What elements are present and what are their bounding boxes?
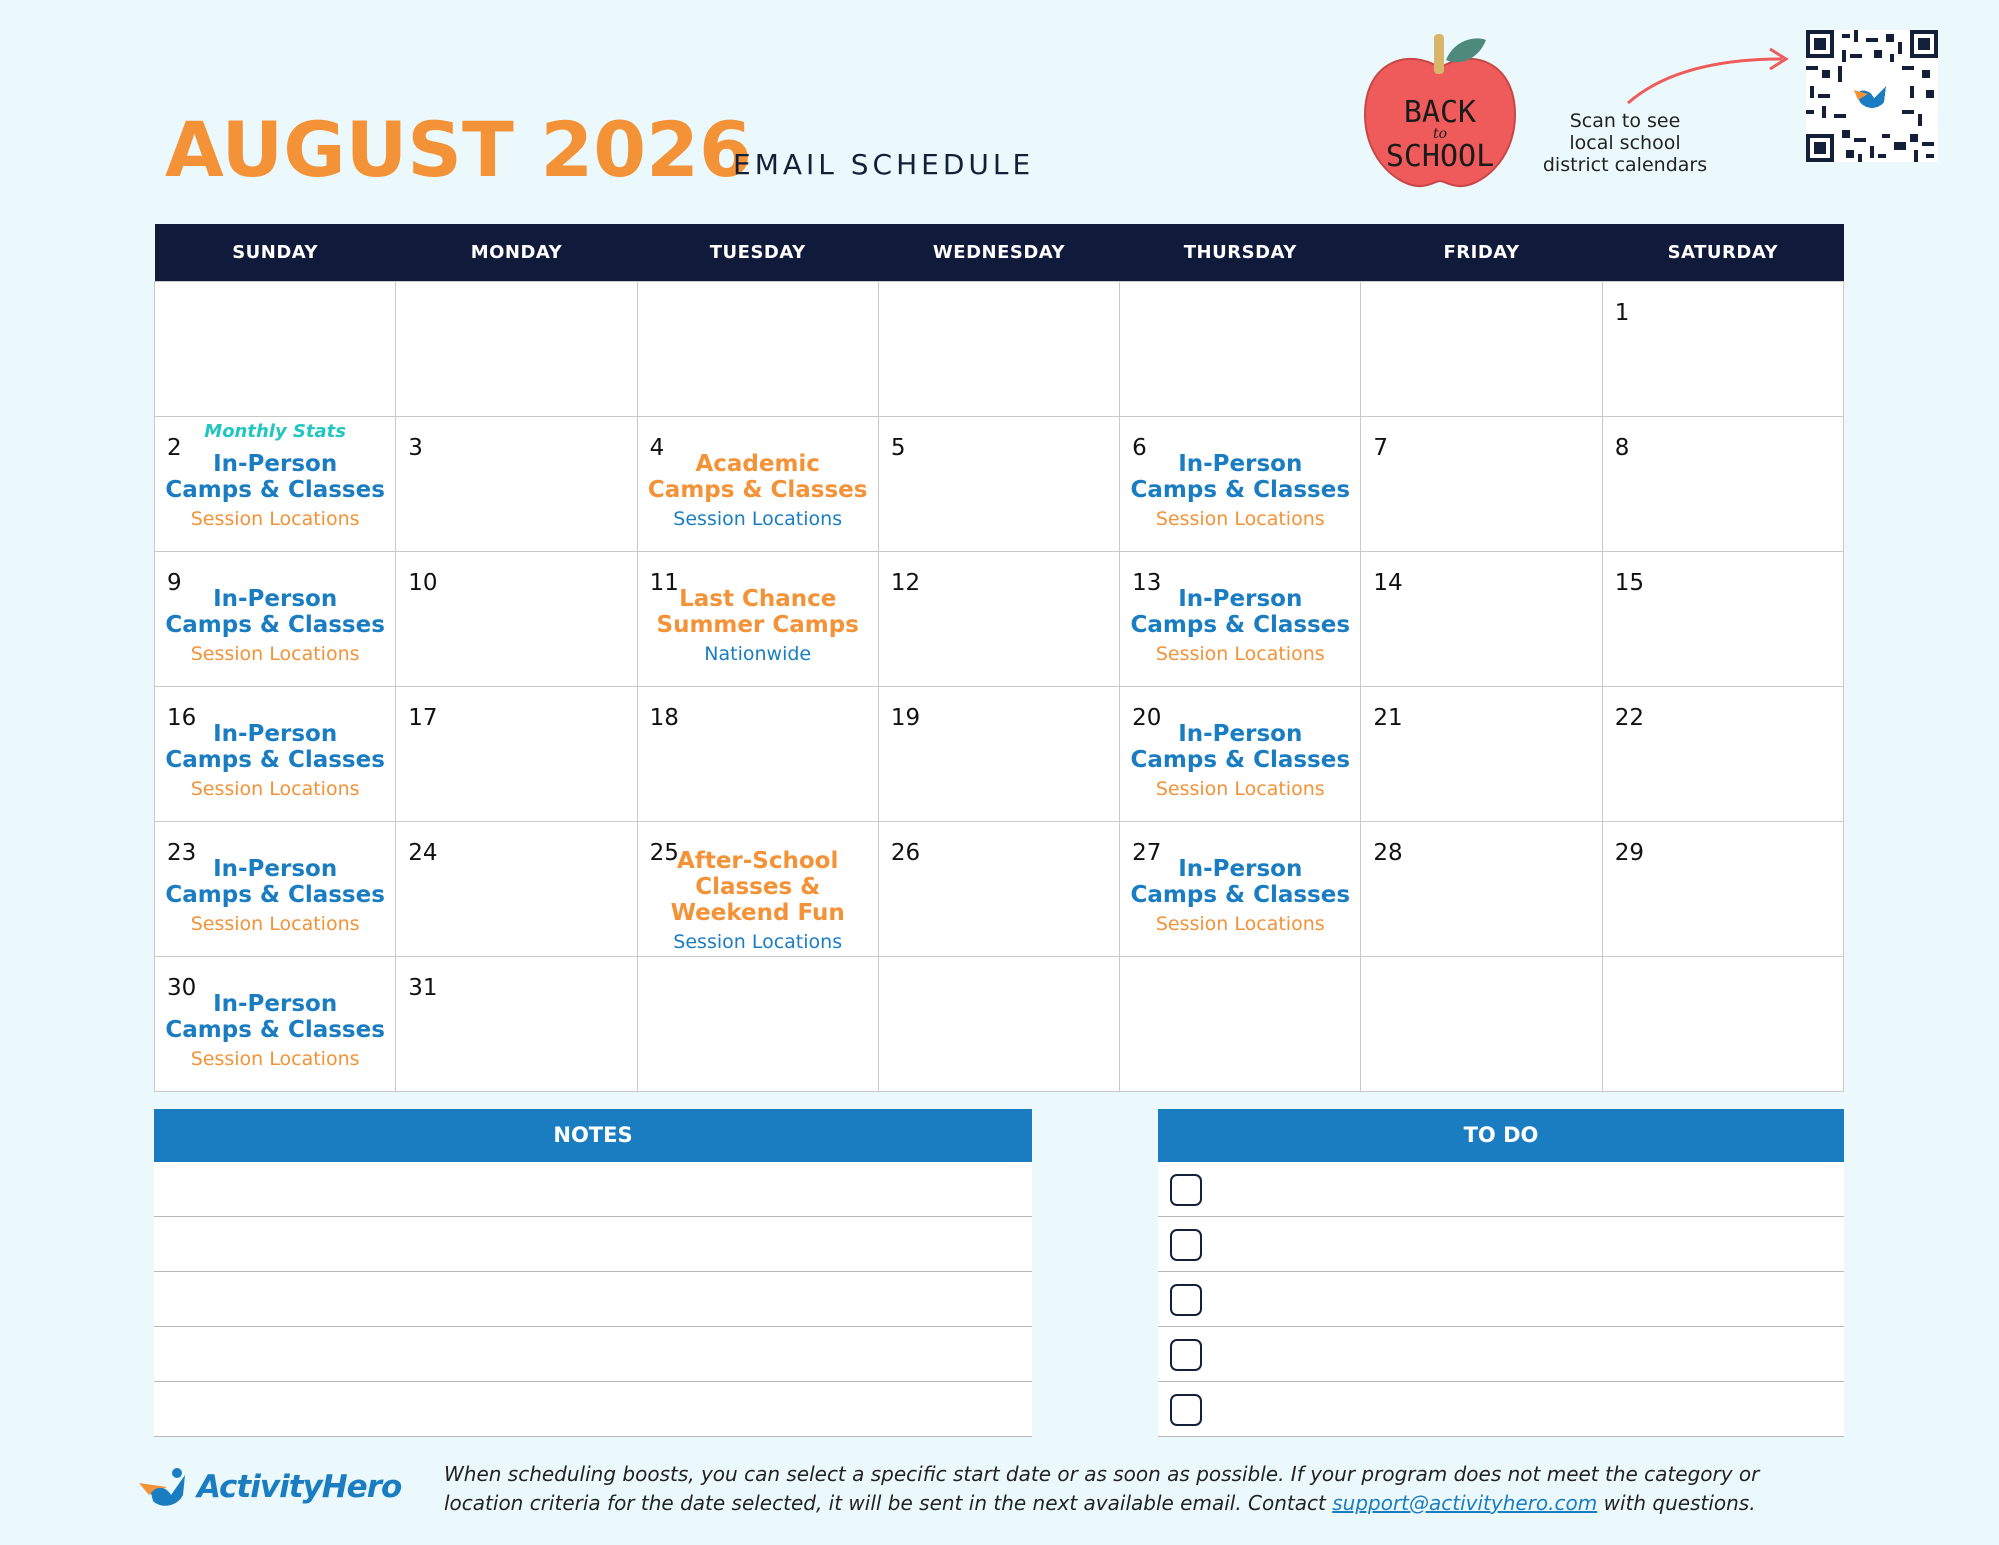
- calendar-day-cell: [1602, 822, 1843, 957]
- day-number: 13: [1132, 570, 1162, 596]
- calendar-day-cell: [396, 552, 637, 687]
- event-subtitle: Session Locations: [673, 931, 843, 953]
- notes-line[interactable]: [154, 1382, 1032, 1437]
- email-event: [155, 586, 395, 665]
- qr-caption-line: Scan to see: [1569, 110, 1681, 132]
- day-number: 26: [890, 840, 921, 866]
- support-email-link[interactable]: support@activityhero.com: [1332, 1491, 1598, 1515]
- calendar-day-cell: [1120, 822, 1361, 957]
- calendar-empty-cell: [637, 282, 878, 417]
- calendar-day-cell: [637, 822, 878, 957]
- day-number: 27: [1132, 840, 1162, 866]
- notes-line[interactable]: [154, 1217, 1032, 1272]
- calendar-day-cell: [1361, 822, 1602, 957]
- calendar-empty-cell: [878, 282, 1119, 417]
- event-title-line: Summer Camps: [656, 612, 859, 638]
- day-number: 31: [408, 975, 438, 1001]
- footer-text: When scheduling boosts, you can select a specific start date or as soon as possible. If your program does not meet the category or location criteria for the date selected, it will be sent in the next available email. Contact: [444, 1462, 1760, 1515]
- calendar-day-cell: [1361, 687, 1602, 822]
- day-number: 25: [649, 840, 679, 866]
- email-event: [155, 856, 395, 935]
- calendar-empty-cell: [1120, 282, 1361, 417]
- page-subtitle: EMAIL SCHEDULE: [733, 148, 1035, 181]
- day-number: 1: [1614, 300, 1630, 326]
- event-title-line: In-Person: [213, 586, 338, 612]
- day-number: 10: [408, 570, 438, 596]
- calendar-empty-cell: [396, 282, 637, 417]
- todo-item: [1158, 1272, 1844, 1327]
- calendar-grid: [154, 224, 1844, 1092]
- email-event: [155, 451, 395, 530]
- event-title: [638, 586, 878, 638]
- todo-item: [1158, 1327, 1844, 1382]
- todo-item: [1158, 1162, 1844, 1217]
- calendar-day-cell: [1361, 552, 1602, 687]
- event-title-line: In-Person: [213, 451, 338, 477]
- event-title: [155, 721, 395, 773]
- email-event: [638, 848, 878, 953]
- monthly-stats-label: Monthly Stats: [204, 421, 346, 442]
- day-number: 20: [1132, 705, 1162, 731]
- back-to-school-apple-icon: [1360, 30, 1520, 195]
- event-title-line: Camps & Classes: [1130, 612, 1351, 638]
- event-title: [638, 451, 878, 503]
- day-number: 2: [167, 435, 182, 461]
- day-number: 5: [890, 435, 906, 461]
- event-title-line: In-Person: [213, 721, 338, 747]
- calendar-day-cell: [1361, 417, 1602, 552]
- event-title-line: Camps & Classes: [1130, 747, 1351, 773]
- calendar-empty-cell: [878, 957, 1119, 1092]
- email-event: [1120, 586, 1360, 665]
- badge-to-text: to: [1432, 126, 1448, 142]
- event-title-line: In-Person: [213, 991, 338, 1017]
- day-number: 12: [890, 570, 921, 596]
- event-title-line: In-Person: [1178, 721, 1303, 747]
- day-number: 15: [1614, 570, 1644, 596]
- day-number: 29: [1614, 840, 1644, 866]
- event-title-line: Academic: [695, 451, 820, 477]
- event-subtitle: Session Locations: [190, 643, 360, 665]
- todo-title: TO DO: [1158, 1109, 1844, 1162]
- weekday-header-row: [155, 224, 1844, 282]
- calendar-day-cell: [396, 822, 637, 957]
- event-title-line: Camps & Classes: [165, 747, 385, 773]
- day-number: 24: [408, 840, 438, 866]
- event-title-line: Camps & Classes: [1130, 882, 1351, 908]
- calendar-day-cell: [1120, 417, 1361, 552]
- calendar-day-cell: [396, 417, 637, 552]
- event-title: [1120, 721, 1360, 773]
- calendar-empty-cell: [1361, 957, 1602, 1092]
- calendar-day-cell: [1602, 417, 1843, 552]
- event-subtitle: Session Locations: [1155, 913, 1325, 935]
- event-title-line: Camps & Classes: [165, 1017, 385, 1043]
- email-event: [1120, 451, 1360, 530]
- event-title: [1120, 856, 1360, 908]
- event-title: [155, 991, 395, 1043]
- event-subtitle: Session Locations: [1155, 508, 1325, 530]
- calendar-day-cell: [1120, 552, 1361, 687]
- day-number: 30: [167, 975, 197, 1001]
- calendar-empty-cell: [637, 957, 878, 1092]
- calendar-empty-cell: [1361, 282, 1602, 417]
- event-subtitle: Session Locations: [190, 508, 360, 530]
- weekday-header: WEDNESDAY: [878, 224, 1119, 282]
- day-number: 23: [167, 840, 197, 866]
- calendar-day-cell: [637, 552, 878, 687]
- event-title: [1120, 586, 1360, 638]
- todo-item: [1158, 1382, 1844, 1437]
- day-number: 14: [1373, 570, 1403, 596]
- email-event: [1120, 856, 1360, 935]
- notes-line[interactable]: [154, 1327, 1032, 1382]
- logo-text: ActivityHero: [197, 1469, 402, 1505]
- calendar-day-cell: [1602, 282, 1843, 417]
- calendar-day-cell: [878, 687, 1119, 822]
- event-title-line: Last Chance: [679, 586, 837, 612]
- todo-item: [1158, 1217, 1844, 1272]
- weekday-header: SUNDAY: [155, 224, 396, 282]
- calendar-empty-cell: [1602, 957, 1843, 1092]
- day-number: 3: [408, 435, 423, 461]
- qr-caption: [1520, 110, 1730, 176]
- event-subtitle: Session Locations: [1155, 643, 1325, 665]
- weekday-header: TUESDAY: [637, 224, 878, 282]
- event-subtitle: Session Locations: [190, 913, 360, 935]
- calendar-empty-cell: [1120, 957, 1361, 1092]
- badge-school-text: SCHOOL: [1385, 139, 1495, 174]
- calendar-day-cell: [155, 417, 396, 552]
- footer-text-end: with questions.: [1597, 1491, 1756, 1515]
- event-title-line: In-Person: [1178, 451, 1303, 477]
- event-subtitle: Session Locations: [190, 1048, 360, 1070]
- calendar-week-row: [155, 957, 1844, 1092]
- calendar-week-row: [155, 822, 1844, 957]
- event-subtitle: Session Locations: [190, 778, 360, 800]
- qr-caption-line: local school: [1569, 132, 1681, 154]
- day-number: 6: [1132, 435, 1147, 461]
- event-title: [638, 848, 878, 926]
- calendar-day-cell: [878, 552, 1119, 687]
- event-title: [155, 451, 395, 503]
- calendar-day-cell: [155, 687, 396, 822]
- event-title-line: Camps & Classes: [165, 612, 385, 638]
- calendar-day-cell: [155, 552, 396, 687]
- todo-checkbox[interactable]: [1170, 1339, 1202, 1371]
- event-title-line: Camps & Classes: [647, 477, 868, 503]
- calendar-day-cell: [396, 957, 637, 1092]
- weekday-header: THURSDAY: [1120, 224, 1361, 282]
- event-title-line: Camps & Classes: [165, 477, 385, 503]
- email-event: [155, 991, 395, 1070]
- notes-section: [154, 1109, 1032, 1437]
- calendar-day-cell: [878, 417, 1119, 552]
- event-title: [155, 586, 395, 638]
- notes-line[interactable]: [154, 1272, 1032, 1327]
- day-number: 8: [1614, 435, 1630, 461]
- calendar-day-cell: [1120, 687, 1361, 822]
- arrow-icon: [1620, 45, 1795, 110]
- day-number: 4: [649, 435, 665, 461]
- activityhero-logo: [137, 1465, 437, 1511]
- calendar-day-cell: [1602, 552, 1843, 687]
- weekday-header: MONDAY: [396, 224, 637, 282]
- day-number: 22: [1614, 705, 1644, 731]
- event-title-line: After-School: [677, 848, 839, 874]
- email-event: [155, 721, 395, 800]
- calendar-day-cell: [155, 822, 396, 957]
- email-event: [638, 451, 878, 530]
- calendar-day-cell: [878, 822, 1119, 957]
- notes-title: NOTES: [154, 1109, 1032, 1162]
- calendar-day-cell: [396, 687, 637, 822]
- weekday-header: FRIDAY: [1361, 224, 1602, 282]
- event-subtitle: Session Locations: [1155, 778, 1325, 800]
- page-title: AUGUST 2026: [165, 105, 752, 194]
- day-number: 19: [890, 705, 921, 731]
- event-title-line: Weekend Fun: [670, 900, 845, 926]
- todo-checkbox[interactable]: [1170, 1394, 1202, 1426]
- day-number: 16: [167, 705, 197, 731]
- badge-back-text: BACK: [1403, 95, 1477, 130]
- event-subtitle: Session Locations: [673, 508, 843, 530]
- day-number: 7: [1373, 435, 1389, 461]
- event-title-line: In-Person: [1178, 586, 1303, 612]
- day-number: 17: [408, 705, 438, 731]
- calendar-day-cell: [637, 417, 878, 552]
- day-number: 9: [167, 570, 182, 596]
- calendar-empty-cell: [155, 282, 396, 417]
- event-title-line: In-Person: [213, 856, 338, 882]
- event-title-line: Camps & Classes: [1130, 477, 1351, 503]
- footer-note: [444, 1460, 1844, 1518]
- event-title-line: Camps & Classes: [165, 882, 385, 908]
- event-title: [155, 856, 395, 908]
- day-number: 21: [1373, 705, 1403, 731]
- calendar-week-row: [155, 552, 1844, 687]
- notes-line[interactable]: [154, 1162, 1032, 1217]
- event-title-line: Classes &: [695, 874, 821, 900]
- qr-code-icon[interactable]: [1806, 30, 1938, 162]
- event-title-line: In-Person: [1178, 856, 1303, 882]
- calendar-week-row: [155, 687, 1844, 822]
- email-event: [1120, 721, 1360, 800]
- activityhero-logo-icon: [137, 1465, 197, 1511]
- calendar-week-row: [155, 282, 1844, 417]
- day-number: 28: [1373, 840, 1403, 866]
- day-number: 11: [649, 570, 679, 596]
- weekday-header: SATURDAY: [1602, 224, 1843, 282]
- todo-checkbox[interactable]: [1170, 1229, 1202, 1261]
- calendar-day-cell: [1602, 687, 1843, 822]
- todo-checkbox[interactable]: [1170, 1284, 1202, 1316]
- calendar-day-cell: [637, 687, 878, 822]
- email-event: [638, 586, 878, 665]
- event-subtitle: Nationwide: [704, 643, 812, 665]
- event-title: [1120, 451, 1360, 503]
- day-number: 18: [649, 705, 679, 731]
- calendar-week-row: [155, 417, 1844, 552]
- todo-checkbox[interactable]: [1170, 1174, 1202, 1206]
- calendar-day-cell: [155, 957, 396, 1092]
- todo-section: [1158, 1109, 1844, 1437]
- qr-caption-line: district calendars: [1542, 154, 1708, 176]
